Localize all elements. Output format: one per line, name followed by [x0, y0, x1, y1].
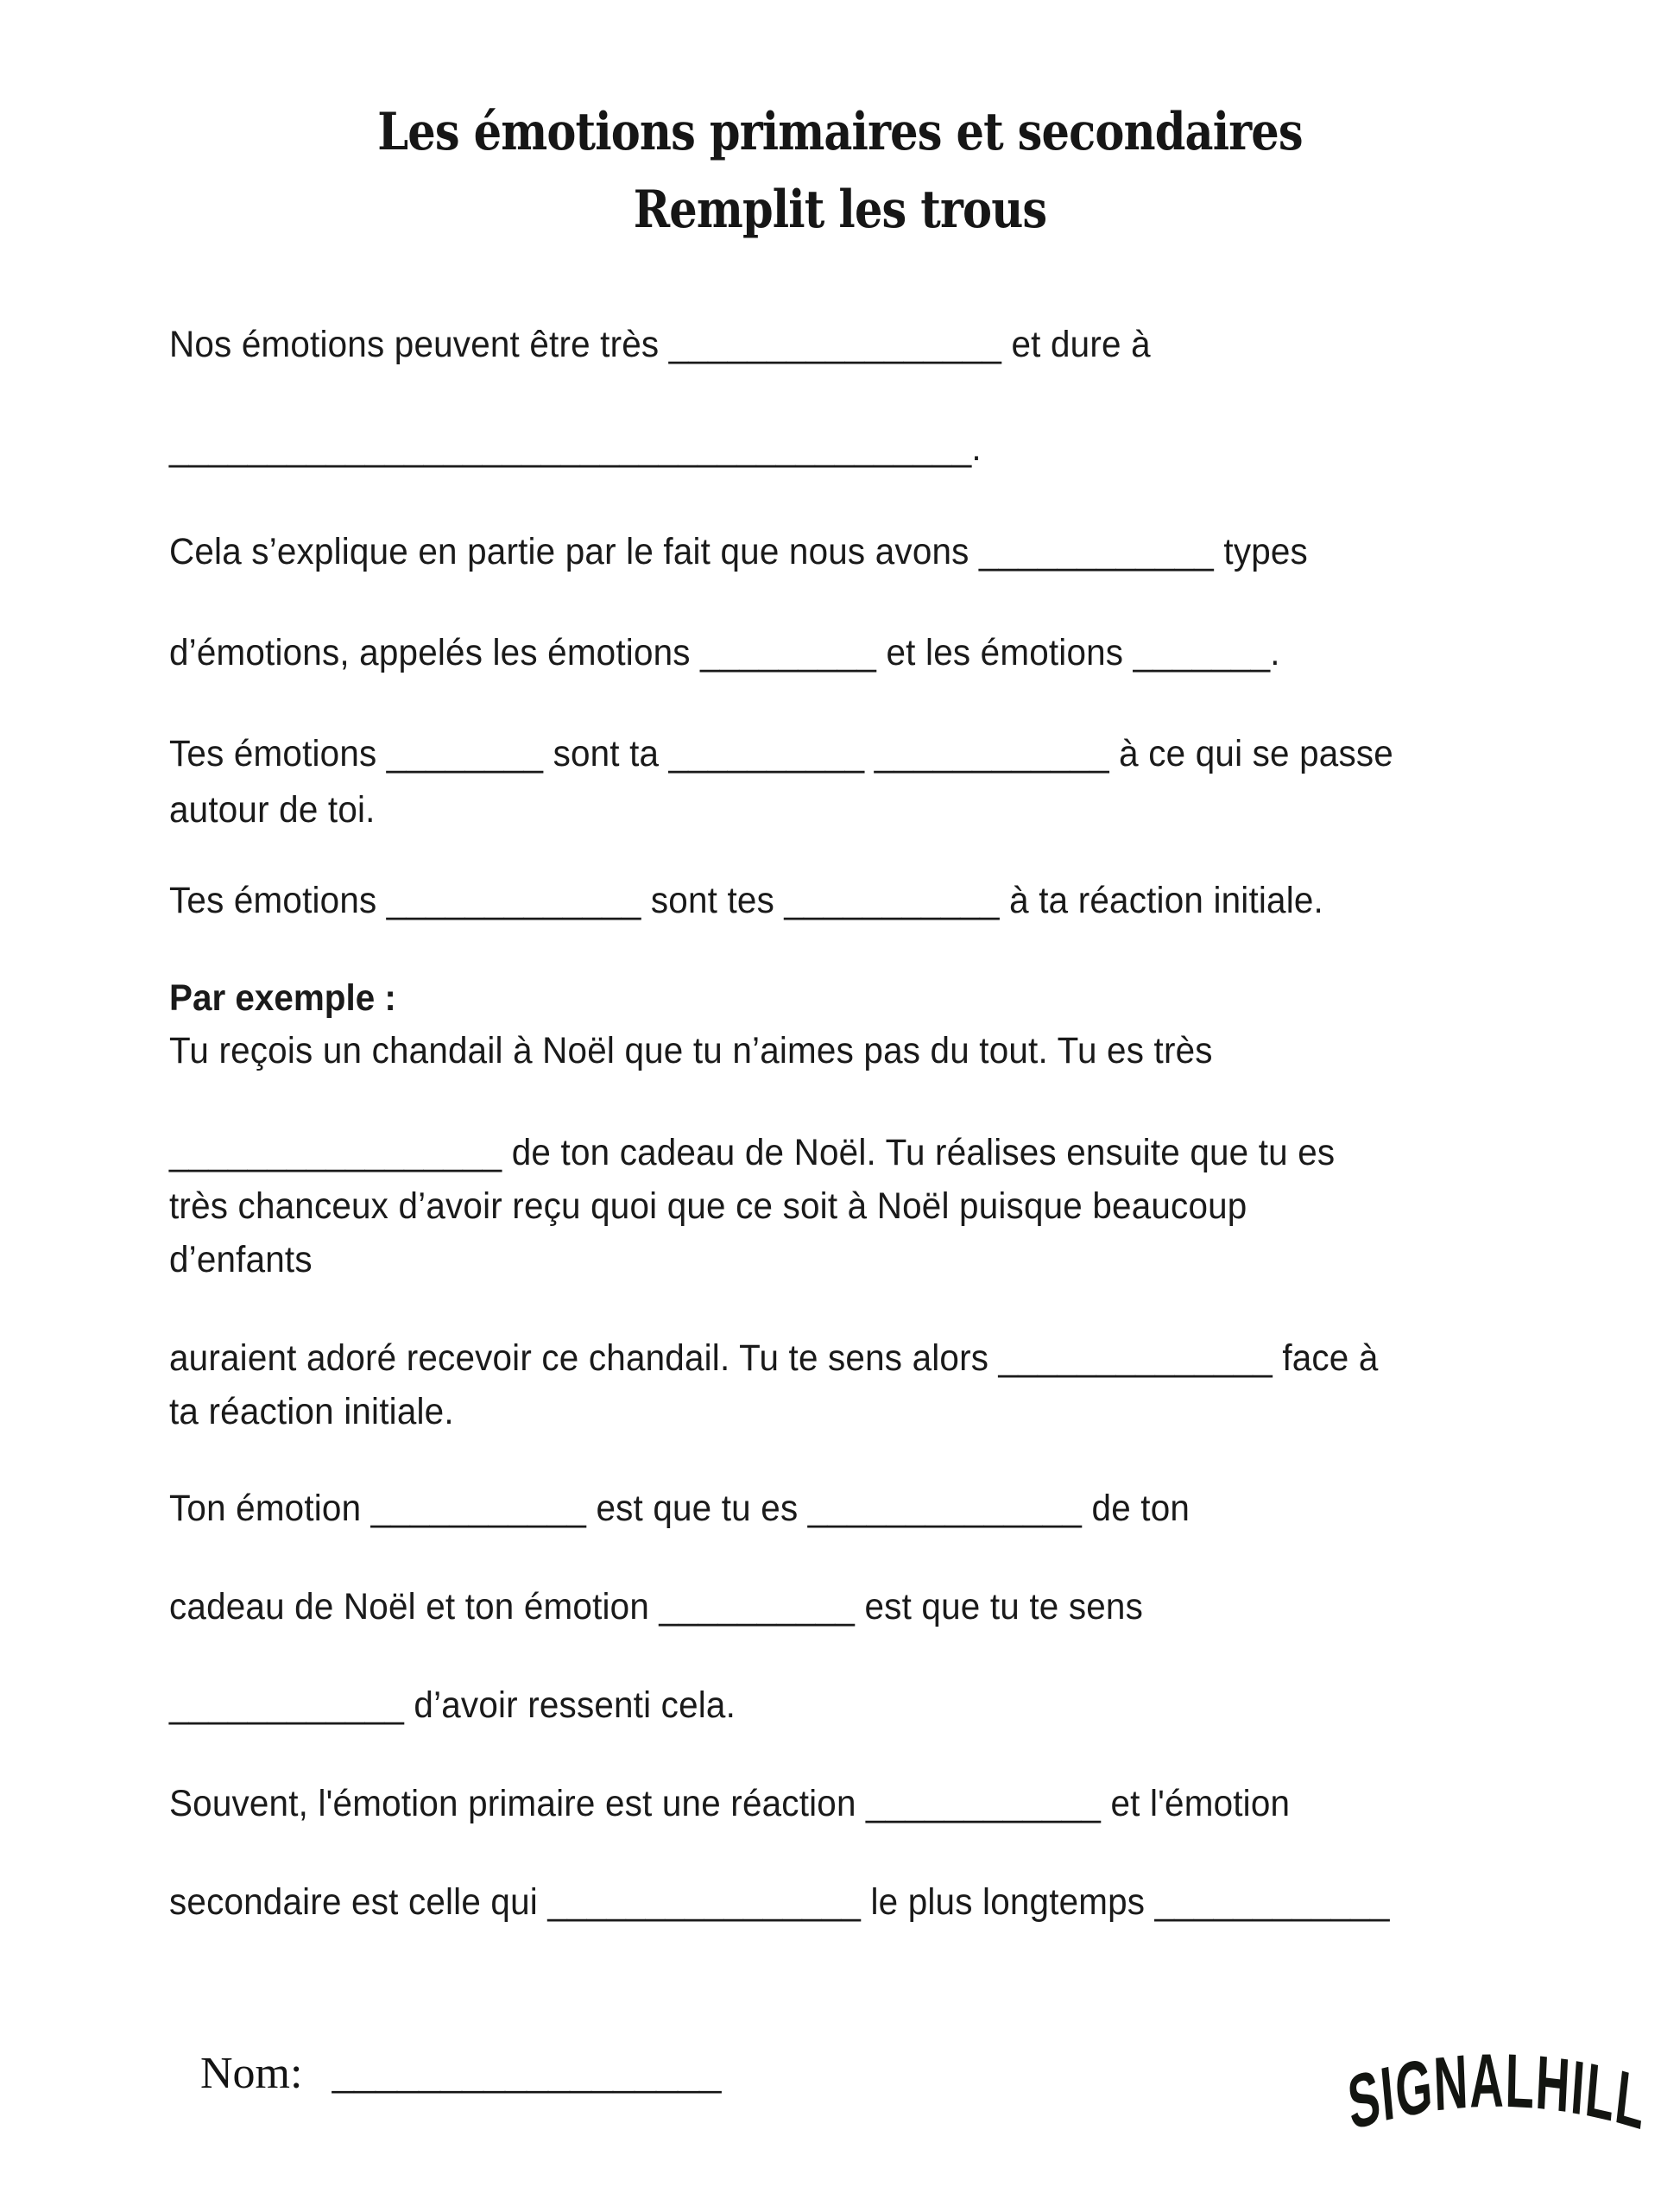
paragraph-2-line-1: Cela s’explique en partie par le fait que nous avons ____________ types — [169, 531, 1308, 572]
paragraph-3-line-1: Tes émotions ________ sont ta __________ ____________ à ce qui se passe — [169, 733, 1393, 774]
svg-text:SIGNALHILL — [1344, 2038, 1651, 2146]
paragraph-1-line-1: Nos émotions peuvent être très _________________ et dure à — [169, 324, 1151, 365]
name-field-row — [200, 2048, 720, 2099]
paragraph-3-line-2: autour de toi. — [169, 789, 376, 831]
name-blank-line: __________________ — [332, 2049, 721, 2098]
paragraph-1-line-2-blank: _________________________________________. — [169, 427, 982, 469]
paragraph-5-line-2: cadeau de Noël et ton émotion __________ est que tu te sens — [169, 1586, 1143, 1627]
example-line-2: _________________ de ton cadeau de Noël. Tu réalises ensuite que tu es — [169, 1132, 1336, 1173]
example-line-5: auraient adoré recevoir ce chandail. Tu te sens alors ______________ face à — [169, 1337, 1379, 1379]
example-heading: Par exemple : — [169, 977, 396, 1019]
paragraph-5-line-3: ____________ d’avoir ressenti cela. — [169, 1684, 736, 1726]
paragraph-4-line-1: Tes émotions _____________ sont tes ___________ à ta réaction initiale. — [169, 880, 1323, 921]
paragraph-6-line-2: secondaire est celle qui ________________ le plus longtemps ____________ — [169, 1881, 1390, 1923]
example-line-6: ta réaction initiale. — [169, 1391, 454, 1432]
name-label: Nom: — [200, 2049, 303, 2098]
signalhill-logo — [1336, 2036, 1658, 2150]
worksheet-title-line-1: Les émotions primaires et secondaires — [377, 102, 1303, 162]
example-line-4: d’enfants — [169, 1239, 313, 1280]
paragraph-5-line-1: Ton émotion ___________ est que tu es ______________ de ton — [169, 1488, 1191, 1529]
logo-text-signal: SIGNAL — [1343, 2038, 1537, 2146]
example-line-3: très chanceux d’avoir reçu quoi que ce soit à Noël puisque beaucoup — [169, 1185, 1247, 1227]
paragraph-2-line-2: d’émotions, appelés les émotions _________ et les émotions _______. — [169, 632, 1280, 673]
paragraph-6-line-1: Souvent, l'émotion primaire est une réaction ____________ et l'émotion — [169, 1783, 1291, 1824]
worksheet-title-line-2: Remplit les trous — [633, 180, 1047, 240]
example-line-1: Tu reçois un chandail à Noël que tu n’aimes pas du tout. Tu es très — [169, 1030, 1213, 1071]
logo-text-hill: HILL — [1533, 2039, 1651, 2146]
